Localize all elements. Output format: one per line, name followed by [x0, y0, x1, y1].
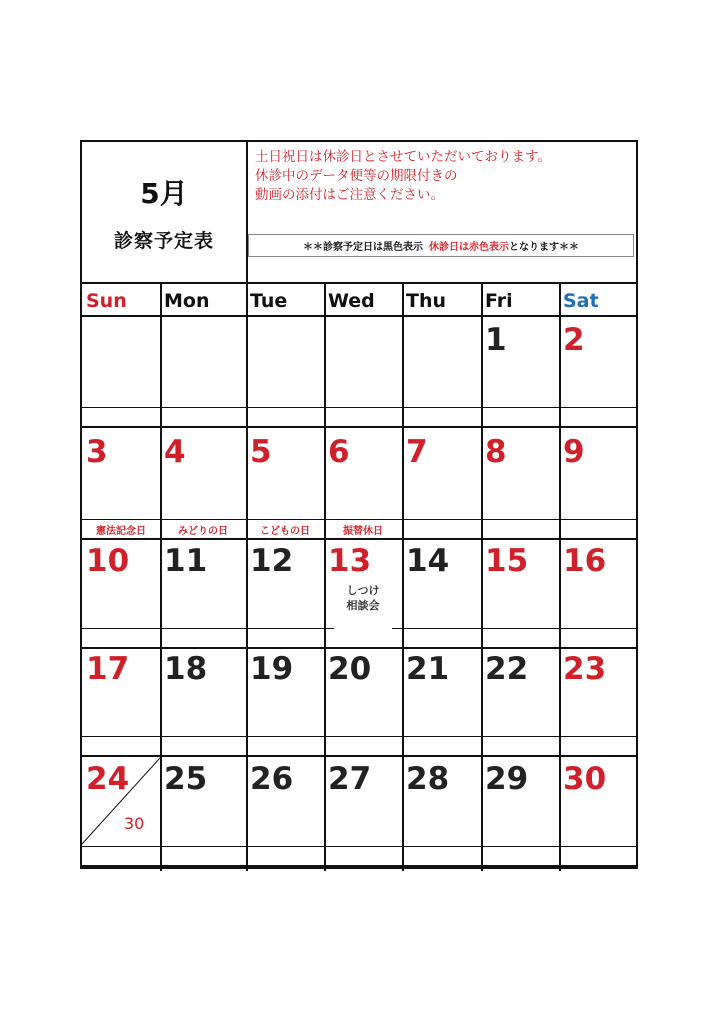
day-number: 16 [563, 543, 607, 579]
row-subline [82, 519, 636, 520]
row-divider [82, 755, 636, 757]
day-number: 5 [250, 434, 272, 470]
row-divider [82, 426, 636, 428]
day-number: 9 [563, 434, 585, 470]
title-block [82, 142, 248, 282]
event-line: しつけ [346, 584, 380, 597]
weekday-fri: Fri [485, 290, 513, 312]
event-line: 相談会 [346, 599, 380, 612]
day-number: 14 [406, 543, 450, 579]
day-number: 6 [328, 434, 350, 470]
day-number: 4 [164, 434, 186, 470]
day-number: 11 [164, 543, 208, 579]
day-number: 27 [328, 761, 372, 797]
day-number: 10 [86, 543, 130, 579]
row-divider [82, 647, 636, 649]
schedule-subtitle: 診察予定表 [113, 230, 214, 252]
notice-line: 土日祝日は休診日とさせていただいております。 [255, 149, 551, 165]
notice-line: 休診中のデータ便等の期限付きの [255, 168, 458, 184]
day-number: 29 [485, 761, 529, 797]
weekday-thu: Thu [406, 290, 447, 312]
legend-tail-text: となります＊＊ [509, 242, 579, 253]
diagonal-line [82, 758, 160, 844]
color-legend [248, 234, 634, 257]
day-number: 2 [563, 322, 585, 358]
closure-notice [255, 148, 635, 205]
header-divider [82, 282, 636, 284]
legend-black-text: ＊＊診察予定日は黒色表示 [303, 242, 423, 253]
day-number: 26 [250, 761, 294, 797]
calendar-table [80, 140, 638, 869]
day-number: 28 [406, 761, 450, 797]
holiday-name: 憲法記念日 [96, 526, 146, 537]
day-number: 24 [86, 761, 130, 797]
day-number: 15 [485, 543, 529, 579]
day-number: 3 [86, 434, 108, 470]
event-label [324, 583, 402, 613]
day-number: 18 [164, 651, 208, 687]
row-subline [82, 846, 636, 847]
split-day-number: 30 [124, 814, 145, 833]
month-title: 5月 [140, 177, 188, 210]
day-number: 12 [250, 543, 294, 579]
day-number: 30 [563, 761, 607, 797]
row-subline [82, 407, 636, 408]
diagonal-split [82, 756, 160, 846]
row-divider [82, 538, 636, 540]
row-divider [82, 865, 636, 867]
legend-red-text: 休診日は赤色表示 [429, 242, 509, 253]
holiday-name: こどもの日 [260, 526, 310, 537]
day-number: 20 [328, 651, 372, 687]
subline-gap [334, 627, 392, 629]
row-subline [82, 736, 636, 737]
day-number: 23 [563, 651, 607, 687]
day-number: 17 [86, 651, 130, 687]
day-number: 13 [328, 543, 372, 579]
notice-line: 動画の添付はご注意ください。 [255, 187, 444, 203]
holiday-name: みどりの日 [178, 526, 228, 537]
day-number: 25 [164, 761, 208, 797]
day-number: 8 [485, 434, 507, 470]
weekday-wed: Wed [328, 290, 375, 312]
weekday-sun: Sun [86, 290, 127, 312]
day-number: 19 [250, 651, 294, 687]
weekday-mon: Mon [164, 290, 210, 312]
day-number: 21 [406, 651, 450, 687]
weekday-tue: Tue [250, 290, 288, 312]
day-number: 7 [406, 434, 428, 470]
day-number: 1 [485, 322, 507, 358]
weekday-sat: Sat [563, 290, 599, 312]
day-number: 22 [485, 651, 529, 687]
holiday-name: 振替休日 [343, 526, 383, 537]
